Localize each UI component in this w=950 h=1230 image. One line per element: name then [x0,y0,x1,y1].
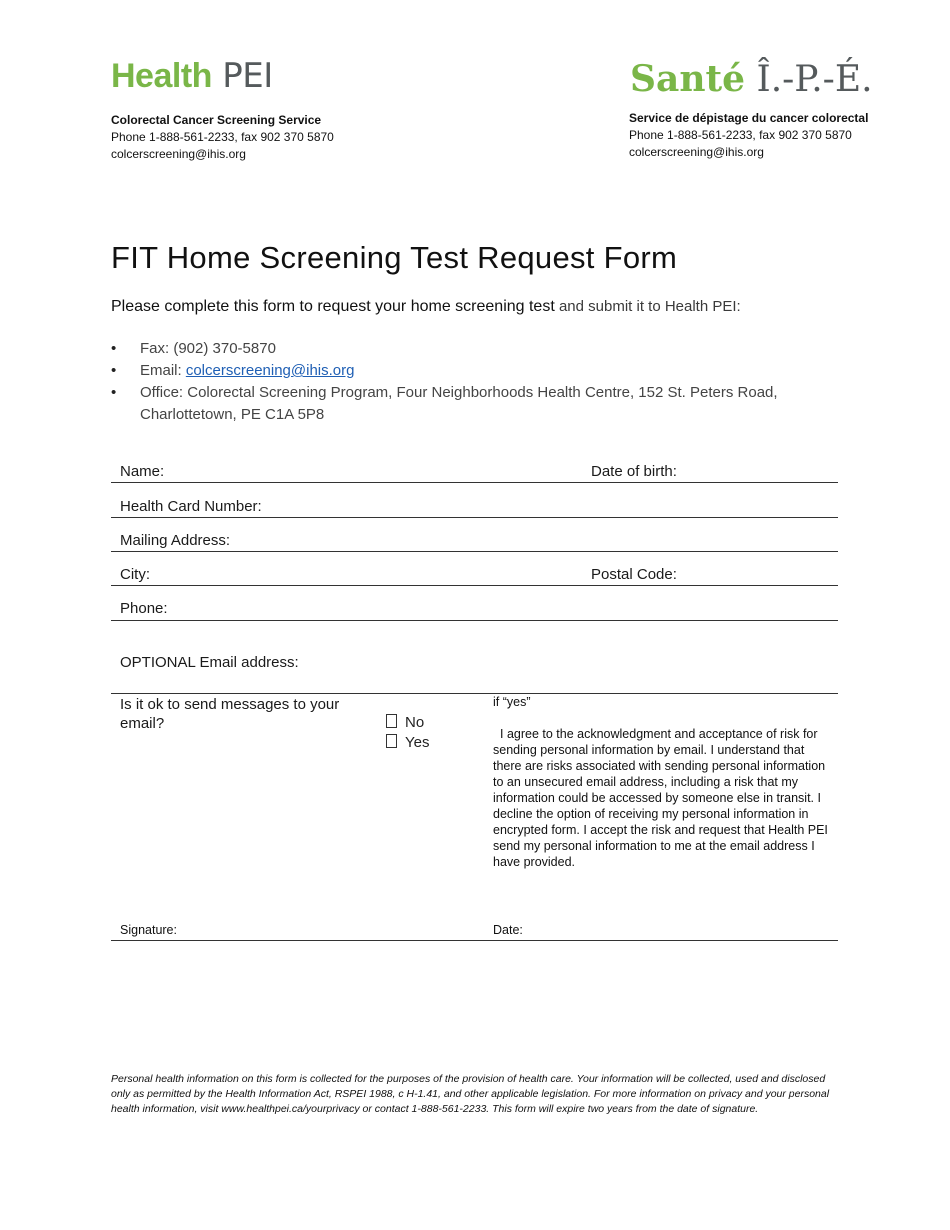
city-label: City: [120,566,150,583]
header-left-contact [111,112,334,163]
health-pei-logo [111,56,273,96]
checkbox-yes[interactable] [386,734,397,748]
bullet-icon: • [111,384,117,401]
optional-email-label: OPTIONAL Email address: [120,654,299,671]
service-name-en: Colorectal Cancer Screening Service [111,113,322,127]
logo-word-sante: Santé [630,58,746,100]
fax-text: Fax: (902) 370-5870 [140,340,276,357]
intro-text [111,298,741,316]
submission-methods-list [111,338,801,426]
sante-ipe-logo [630,58,873,101]
bullet-icon: • [111,362,117,379]
email-consent-question: Is it ok to send messages to your email? [120,696,340,732]
option-yes-label: Yes [405,734,430,751]
name-field-line[interactable] [111,482,838,483]
consent-text: I agree to the acknowledgment and acceptance of risk for sending personal information by email. I understand that there are risks associated with sending personal information to an unsecured email address, including a risk that my information could be accessed by someone else in transit. I decline the option of receiving my personal information in encrypted form. I accept the risk and request that Health PEI send my personal information to me at the email address I have provided. [493,727,828,869]
optional-email-field-line[interactable] [111,693,838,694]
contact-email-fr: colcerscreening@ihis.org [629,145,764,159]
office-text: Office: Colorectal Screening Program, Four Neighborhoods Health Centre, 152 St. Peters Road, Charlottetown, PE C1A 5P8 [140,384,778,423]
bullet-icon: • [111,340,117,357]
logo-word-health: Health [111,57,212,95]
email-label: Email: [140,362,186,379]
phone-field-line[interactable] [111,620,838,621]
signature-field-line[interactable] [111,940,838,941]
contact-email-en: colcerscreening@ihis.org [111,147,246,161]
privacy-footer: Personal health information on this form is collected for the purposes of the provision of health care. Your information will be collected, used and disclosed only as permitted by the Health Information Act, RSPEI 1988, c H-1.41, and other applicable legislation. For more information on privacy and your personal health information, visit www.healthpei.ca/yourprivacy or contact 1-888-561-2233. This form will expire two years from the date of signature. [111,1073,830,1115]
mailing-field-line[interactable] [111,551,838,552]
intro-tail: and submit it to Health PEI: [554,298,741,315]
date-label: Date: [493,923,523,937]
logo-word-pei: PEI [211,56,273,96]
option-yes[interactable] [386,733,429,753]
name-label: Name: [120,463,165,480]
logo-word-ipe: Î.-P.-É. [745,59,873,100]
header-right-contact [629,110,868,161]
phone-fax-en: Phone 1-888-561-2233, fax 902 370 5870 [111,130,334,144]
checkbox-no[interactable] [386,714,397,728]
service-name-fr: Service de dépistage du cancer colorectal [629,111,869,125]
if-yes-label: if “yes” [493,695,531,709]
signature-label: Signature: [120,923,177,937]
city-field-line[interactable] [111,585,838,586]
health-card-field-line[interactable] [111,517,838,518]
list-item-office [111,382,801,426]
list-item-email [111,360,801,382]
list-item-fax [111,338,801,360]
postal-code-label: Postal Code: [591,566,677,583]
mailing-address-label: Mailing Address: [120,532,231,549]
health-card-label: Health Card Number: [120,498,262,515]
page-title: FIT Home Screening Test Request Form [111,240,678,275]
intro-main: Please complete this form to request your home screening test [111,298,555,315]
email-link[interactable]: colcerscreening@ihis.org [185,362,355,379]
phone-fax-fr: Phone 1-888-561-2233, fax 902 370 5870 [629,128,852,142]
option-no[interactable] [386,713,424,733]
phone-label: Phone: [120,600,168,617]
dob-label: Date of birth: [591,463,677,480]
option-no-label: No [405,714,425,731]
